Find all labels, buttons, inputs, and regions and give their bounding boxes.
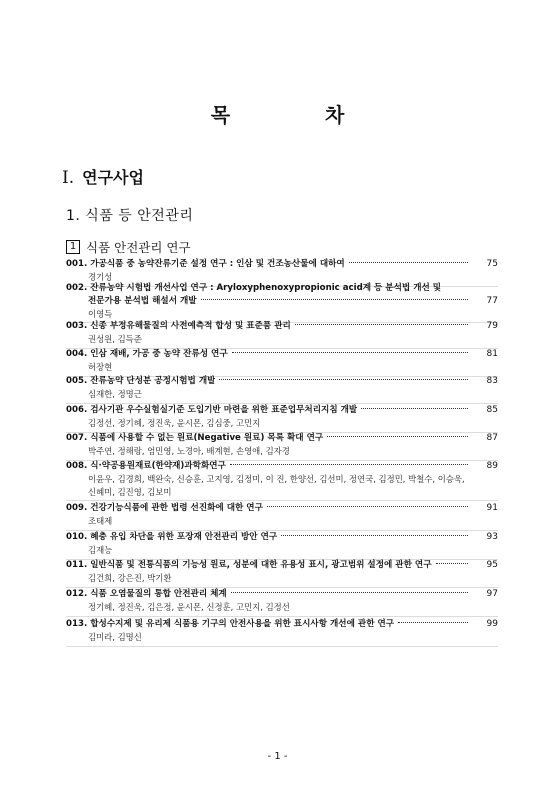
section-heading bbox=[62, 165, 144, 188]
toc-entry-title-text: 식·약공용원재료(한약재)과학화연구 bbox=[90, 461, 226, 471]
toc-entry-page: 85 bbox=[486, 405, 498, 415]
entry-divider bbox=[66, 616, 498, 617]
toc-entry-page: 81 bbox=[486, 349, 498, 359]
toc-entry-number: 013. bbox=[66, 619, 88, 629]
dot-leader bbox=[398, 622, 468, 623]
toc-entry-authors: 김미라, 김명신 bbox=[88, 632, 142, 642]
entry-divider bbox=[66, 500, 498, 501]
toc-entry-authors: 허장현 bbox=[88, 362, 113, 372]
toc-entry[interactable] bbox=[66, 502, 498, 528]
toc-entry[interactable] bbox=[66, 320, 498, 346]
toc-entry-title bbox=[66, 404, 357, 417]
toc-entry-title bbox=[66, 502, 263, 515]
toc-entry[interactable] bbox=[66, 618, 498, 644]
toc-entry-number: 005. bbox=[66, 376, 88, 386]
toc-entry-title bbox=[66, 432, 323, 445]
toc-entry-authors: 권성원, 김득준 bbox=[88, 334, 142, 344]
toc-entry-title bbox=[66, 618, 394, 631]
toc-entry-number: 007. bbox=[66, 433, 88, 443]
toc-entry-title-text: 신종 부정유해물질의 사전예측적 합성 및 표준품 관리 bbox=[90, 321, 291, 331]
toc-entry-authors: 정기혜, 정진욱, 김은정, 윤시몬, 신정훈, 고민지, 김정선 bbox=[88, 602, 290, 612]
toc-entry[interactable] bbox=[66, 559, 498, 585]
toc-entry-title bbox=[66, 460, 226, 473]
dot-leader bbox=[295, 324, 468, 325]
category-heading bbox=[66, 238, 191, 256]
toc-entry-title bbox=[66, 258, 345, 271]
toc-entry-number: 012. bbox=[66, 589, 88, 599]
dot-leader bbox=[219, 379, 468, 380]
toc-entry-page: 75 bbox=[486, 259, 498, 269]
toc-entry-number: 008. bbox=[66, 461, 88, 471]
toc-entry-title-text: 식품 오염물질의 통합 안전관리 체계 bbox=[90, 589, 227, 599]
toc-entry-authors: 김정선, 정기혜, 정진욱, 윤시몬, 김심중, 고민지 bbox=[88, 418, 261, 428]
toc-entry-number: 003. bbox=[66, 321, 88, 331]
toc-entry-number: 001. bbox=[66, 259, 88, 269]
toc-entry-title-text: 일반식품 및 전통식품의 기능성 원료, 성분에 대한 유용성 표시, 광고범위 설정에 관한 연구 bbox=[90, 560, 432, 570]
dot-leader bbox=[232, 352, 468, 353]
page-title: 목 차 bbox=[210, 103, 389, 127]
dot-leader bbox=[281, 535, 468, 536]
toc-entry-line bbox=[66, 258, 498, 271]
toc-entry[interactable] bbox=[66, 588, 498, 614]
toc-entry-page: 99 bbox=[486, 619, 498, 629]
toc-entry-number: 004. bbox=[66, 349, 88, 359]
toc-entry-title bbox=[66, 531, 277, 544]
toc-entry-authors: 박주연, 정해랑, 엄민영, 노경아, 배계현, 손영애, 김자경 bbox=[88, 446, 290, 456]
dot-leader bbox=[327, 436, 468, 437]
toc-entry[interactable] bbox=[66, 404, 498, 430]
toc-entry-authors: 김건희, 강은진, 박기환 bbox=[88, 573, 172, 583]
toc-entry-title-text: 식품에 사용할 수 없는 원료(Negative 원료) 목록 확대 연구 bbox=[90, 433, 324, 443]
toc-entry-line bbox=[66, 282, 498, 295]
dot-leader bbox=[349, 262, 468, 263]
toc-entry-title bbox=[66, 559, 432, 572]
dot-leader bbox=[436, 563, 468, 564]
toc-entry-number: 010. bbox=[66, 532, 88, 542]
page-number: - 1 - bbox=[267, 751, 288, 762]
dot-leader bbox=[231, 592, 468, 593]
toc-entry-authors: 조태제 bbox=[88, 516, 113, 526]
toc-entry-title bbox=[66, 588, 227, 601]
toc-entry-authors: 김재능 bbox=[88, 545, 113, 555]
dot-leader bbox=[267, 506, 468, 507]
toc-entry-line bbox=[66, 559, 498, 572]
toc-entry-page: 89 bbox=[486, 461, 498, 471]
section-label: 연구사업 bbox=[82, 168, 144, 187]
toc-entry[interactable] bbox=[66, 258, 498, 284]
section-number: Ⅰ. bbox=[62, 168, 75, 188]
toc-entry-line bbox=[66, 320, 498, 333]
toc-entry-line bbox=[66, 502, 498, 515]
toc-entry-title-text: 혜충 유입 차단을 위한 포장재 안전관리 방안 연구 bbox=[90, 532, 278, 542]
toc-entry-page: 93 bbox=[486, 532, 498, 542]
dot-leader bbox=[361, 408, 468, 409]
toc-entry-authors: 심재한, 정명근 bbox=[88, 389, 142, 399]
toc-entry-title bbox=[66, 348, 228, 361]
toc-entry-page: 91 bbox=[486, 503, 498, 513]
toc-entry-line bbox=[66, 348, 498, 361]
category-number-box: 1 bbox=[66, 240, 80, 254]
toc-entry-page: 87 bbox=[486, 433, 498, 443]
toc-entry-page: 97 bbox=[486, 589, 498, 599]
entry-divider bbox=[66, 646, 498, 647]
toc-entry-title-cont: 전문가용 분석법 해설서 개발 bbox=[88, 296, 197, 306]
toc-entry-line bbox=[66, 404, 498, 417]
toc-entry-title-text: 잔류농약 단성분 공정시험법 개발 bbox=[90, 376, 216, 386]
toc-entry-line bbox=[66, 588, 498, 601]
toc-entry-number: 009. bbox=[66, 503, 88, 513]
toc-entry-title-text: 합성수지제 및 유리제 식품용 기구의 안전사용을 위한 표시사항 개선에 관한 연구 bbox=[90, 619, 395, 629]
toc-entry[interactable] bbox=[66, 531, 498, 557]
toc-entry-title bbox=[66, 320, 291, 333]
toc-entry-page: 95 bbox=[486, 560, 498, 570]
toc-entry-title bbox=[66, 375, 215, 388]
toc-entry-page: 83 bbox=[486, 376, 498, 386]
toc-entry-authors: 이윤우, 김경희, 백완숙, 신승훈, 고지영, 김정미, 이 진, 한양선, 김선미, 정연국, 김정민, 박철수, 이승욱, bbox=[88, 474, 465, 484]
category-label: 식품 안전관리 연구 bbox=[86, 240, 191, 255]
toc-entry-title-text: 가공식품 중 농약잔류기준 설정 연구 : 인삼 및 건조농산물에 대하여 bbox=[90, 259, 345, 269]
toc-entry-number: 006. bbox=[66, 405, 88, 415]
dot-leader bbox=[201, 299, 468, 300]
toc-entry-title-text: 잔류농약 시험법 개선사업 연구 : Aryloxyphenoxypropionic acid계 등 분석법 개선 및 bbox=[90, 283, 442, 293]
toc-entry-authors: 경기성 bbox=[88, 272, 113, 282]
toc-entry-line bbox=[66, 460, 498, 473]
toc-entry[interactable] bbox=[66, 282, 498, 321]
toc-entry[interactable] bbox=[66, 348, 498, 374]
toc-entry-title-text: 건강기능식품에 관한 법령 선진화에 대한 연구 bbox=[90, 503, 263, 513]
toc-entry[interactable] bbox=[66, 460, 498, 499]
dot-leader bbox=[230, 464, 468, 465]
toc-entry-number: 011. bbox=[66, 560, 88, 570]
toc-entry[interactable] bbox=[66, 375, 498, 401]
toc-entry-title-text: 인삼 재배, 가공 중 농약 잔류성 연구 bbox=[90, 349, 228, 359]
toc-entry[interactable] bbox=[66, 432, 498, 458]
toc-entry-line bbox=[66, 375, 498, 388]
toc-entry-line bbox=[66, 432, 498, 445]
subsection-heading: 1. 식품 등 안전관리 bbox=[66, 208, 194, 224]
toc-entry-title bbox=[66, 282, 441, 295]
toc-entry-page: 79 bbox=[486, 321, 498, 331]
toc-entry-authors: 신혜미, 김진영, 김보미 bbox=[88, 487, 172, 497]
toc-entry-number: 002. bbox=[66, 283, 88, 293]
toc-entry-line bbox=[66, 531, 498, 544]
toc-entry-line bbox=[66, 295, 498, 308]
toc-entry-authors: 이영득 bbox=[88, 309, 113, 319]
toc-entry-page: 77 bbox=[486, 296, 498, 306]
toc-entry-line bbox=[66, 618, 498, 631]
toc-entry-title-text: 검사기관 우수실험실기준 도입기반 마련을 위한 표준업무처리지침 개발 bbox=[90, 405, 358, 415]
